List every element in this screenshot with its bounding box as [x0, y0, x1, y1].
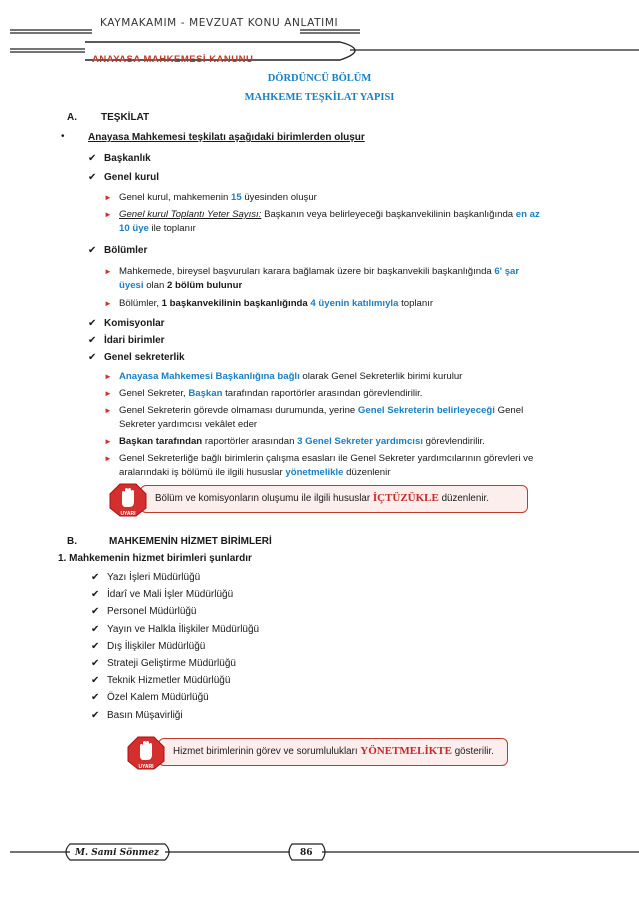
check-icon: ✔ — [91, 658, 100, 669]
service-unit-item: ✔ Özel Kalem Müdürlüğü — [91, 692, 209, 704]
section-heading: MAHKEME TEŞKİLAT YAPISI — [244, 92, 395, 103]
service-unit-item: ✔ Teknik Hizmetler Müdürlüğü — [91, 675, 231, 687]
service-unit-item: ✔ Basın Müşavirliği — [91, 709, 183, 721]
arrow-icon: ► — [104, 299, 112, 308]
footer-author: M. Sami Sönmez — [75, 848, 160, 858]
stop-hand-icon — [108, 482, 148, 518]
arrow-icon: ► — [104, 437, 112, 446]
arrow-icon: ► — [104, 372, 112, 381]
service-unit-item: ✔ İdarî ve Mali İşler Müdürlüğü — [91, 589, 234, 601]
arrow-icon: ► — [104, 267, 112, 276]
heading-b-letter: B. — [67, 536, 77, 547]
header-decoration — [0, 0, 639, 80]
arrow-icon: ► — [104, 193, 112, 202]
check-icon: ✔ — [88, 352, 97, 363]
check-icon: ✔ — [91, 589, 100, 601]
heading-b — [67, 536, 272, 547]
b-intro: 1. Mahkemenin hizmet birimleri şunlardır — [58, 553, 252, 564]
item-bolumler: ✔ Bölümler — [88, 245, 148, 256]
warning-text-2: Hizmet birimlerinin görev ve sorumlulukları YÖNETMELİKTE gösterilir. — [173, 745, 494, 757]
item-komisyonlar: ✔ Komisyonlar — [88, 318, 165, 329]
check-icon: ✔ — [88, 153, 97, 164]
item-baskanlik: ✔ Başkanlık — [88, 153, 151, 164]
service-unit-item: ✔ Strateji Geliştirme Müdürlüğü — [91, 658, 236, 669]
heading-a-title: TEŞKİLAT — [101, 112, 150, 123]
check-icon: ✔ — [91, 572, 100, 583]
warning-text-1: Bölüm ve komisyonların oluşumu ile ilgili hususlar İÇTÜZÜKLE düzenlenir. — [155, 492, 489, 504]
warning-box-1 — [140, 485, 528, 513]
service-unit-item: ✔ Personel Müdürlüğü — [91, 606, 197, 618]
service-unit-item: ✔ Yazı İşleri Müdürlüğü — [91, 572, 201, 583]
part-heading: DÖRDÜNCÜ BÖLÜM — [267, 73, 372, 84]
warning-icon-label: UYARI — [138, 764, 154, 770]
check-icon: ✔ — [88, 245, 97, 256]
check-icon: ✔ — [91, 709, 100, 721]
arrow-icon: ► — [104, 454, 112, 463]
header-title: KAYMAKAMIM - MEVZUAT KONU ANLATIMI — [100, 17, 339, 29]
warning-icon-label: UYARI — [120, 511, 136, 517]
check-icon: ✔ — [88, 172, 97, 183]
stop-hand-icon — [126, 735, 166, 771]
heading-a — [67, 112, 150, 123]
check-icon: ✔ — [91, 675, 100, 687]
header-subtitle: ANAYASA MAHKEMESİ KANUNU — [92, 54, 254, 65]
bullet-icon: • — [61, 131, 65, 142]
check-icon: ✔ — [91, 640, 100, 652]
arrow-icon: ► — [104, 406, 112, 415]
arrow-icon: ► — [104, 389, 112, 398]
check-icon: ✔ — [88, 335, 97, 346]
item-genel-kurul: ✔ Genel kurul — [88, 172, 160, 183]
service-unit-item: ✔ Dış İlişkiler Müdürlüğü — [91, 640, 206, 652]
item-genel-sekreterlik: ✔ Genel sekreterlik — [88, 352, 185, 363]
check-icon: ✔ — [91, 623, 100, 635]
check-icon: ✔ — [88, 318, 97, 329]
item-idari: ✔ İdari birimler — [88, 335, 165, 346]
service-unit-item: ✔ Yayın ve Halkla İlişkiler Müdürlüğü — [91, 623, 260, 635]
warning-box-2 — [158, 738, 508, 766]
heading-b-title: MAHKEMENİN HİZMET BİRİMLERİ — [109, 536, 272, 547]
arrow-icon: ► — [104, 210, 112, 219]
page-number: 86 — [300, 848, 313, 858]
heading-a-letter: A. — [67, 112, 77, 123]
check-icon: ✔ — [91, 692, 100, 704]
check-icon: ✔ — [91, 606, 100, 618]
